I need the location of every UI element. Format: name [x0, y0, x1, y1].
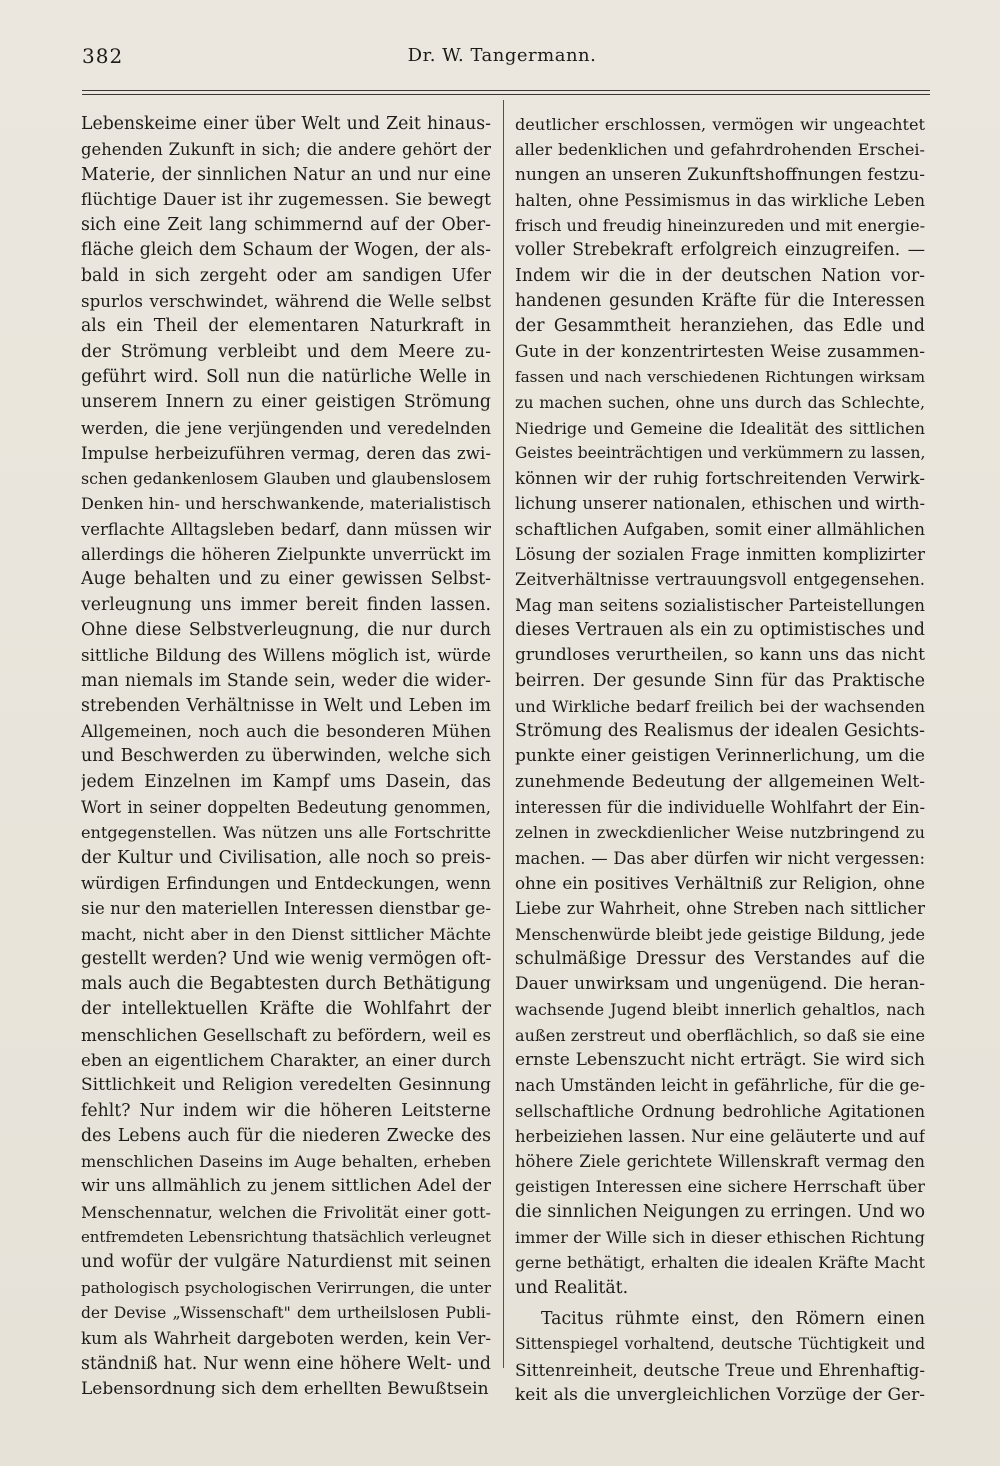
text-line: Sittlichkeit und Religion veredelten Gesinnung — [81, 1075, 491, 1096]
text-line: Mag man seitens sozialistischer Parteistellungen — [515, 595, 925, 615]
text-line: der Strömung verbleibt und dem Meere zu- — [81, 341, 491, 362]
text-line: zunehmende Bedeutung der allgemeinen Welt- — [515, 771, 925, 792]
text-line: gestellt werden? Und wie wenig vermögen oft- — [81, 948, 491, 969]
text-line: zu machen suchen, ohne uns durch das Schlechte, — [515, 393, 925, 413]
text-line: Lösung der sozialen Frage inmitten komplizirter — [515, 545, 925, 565]
text-line: keit als die unvergleichlichen Vorzüge der Ger- — [515, 1384, 925, 1405]
text-line: Denken hin- und herschwankende, materialistisch — [81, 494, 491, 514]
text-line: sich eine Zeit lang schimmernd auf der Ober- — [81, 215, 491, 236]
header-rule-bottom — [82, 94, 930, 95]
text-line: und Wirkliche bedarf freilich bei der wachsenden — [515, 696, 925, 716]
text-line: des Lebens auch für die niederen Zwecke des — [81, 1125, 491, 1146]
text-line: sie nur den materiellen Interessen dienstbar ge- — [81, 898, 491, 919]
text-line: Allgemeinen, noch auch die besonderen Mühen — [81, 721, 491, 742]
text-line: halten, ohne Pessimismus in das wirkliche Leben — [515, 190, 925, 210]
text-line: können wir der ruhig fortschreitenden Verwirk- — [515, 468, 925, 489]
text-line: deutlicher erschlossen, vermögen wir ungeachtet — [515, 115, 925, 134]
text-line: Menschenwürde bleibt jede geistige Bildung, jede — [515, 924, 925, 944]
text-line: zelnen in zweckdienlicher Weise nutzbringend zu — [515, 823, 925, 843]
text-line: gehenden Zukunft in sich; die andere gehört der — [81, 140, 491, 160]
text-line: macht, nicht aber in den Dienst sittlicher Mächte — [81, 924, 491, 944]
text-line: beirren. Der gesunde Sinn für das Praktische — [515, 670, 925, 691]
text-line: geführt wird. Soll nun die natürliche Welle in — [81, 366, 491, 387]
text-line: aller bedenklichen und gefahrdrohenden Erschei- — [515, 140, 925, 160]
text-line: werden, die jene verjüngenden und veredelnden — [81, 418, 491, 438]
text-line: Sittenspiegel vorhaltend, deutsche Tüchtigkeit und — [515, 1335, 925, 1354]
text-line: und Beschwerden zu überwinden, welche sich — [81, 746, 491, 767]
text-line: außen zerstreut und oberflächlich, so daß sie eine — [515, 1025, 925, 1045]
header-rule-top — [82, 90, 930, 91]
text-line: nungen an unseren Zukunftshoffnungen festzu- — [515, 164, 925, 185]
text-line: ohne ein positives Verhältniß zur Religion, ohne — [515, 872, 925, 893]
text-line: Strömung des Realismus der idealen Gesichts- — [515, 721, 925, 742]
text-line: Geistes beeinträchtigen und verkümmern zu lassen, — [515, 443, 925, 462]
left-column — [81, 112, 491, 1402]
text-line: punkte einer geistigen Verinnerlichung, um die — [515, 746, 925, 767]
text-line: ernste Lebenszucht nicht erträgt. Sie wird sich — [515, 1049, 925, 1070]
text-line: Menschennatur, welchen die Frivolität einer gott- — [81, 1202, 491, 1222]
text-line: Indem wir die in der deutschen Nation vor- — [515, 265, 925, 286]
text-line: fläche gleich dem Schaum der Wogen, der als- — [81, 240, 491, 261]
running-title: Dr. W. Tangermann. — [407, 45, 597, 66]
text-line: Auge behalten und zu einer gewissen Selbst- — [81, 569, 491, 590]
text-line: schaftlichen Aufgaben, somit einer allmählichen — [515, 518, 925, 539]
text-line: Impulse herbeizuführen vermag, deren das zwi- — [81, 442, 491, 463]
text-line: immer der Wille sich in dieser ethischen Richtung — [515, 1228, 925, 1248]
text-line: ständniß hat. Nur wenn eine höhere Welt- und — [81, 1353, 491, 1374]
text-line: der Kultur und Civilisation, alle noch so preis- — [81, 847, 491, 868]
text-line: man niemals im Stande sein, weder die wider- — [81, 670, 491, 691]
text-line: gerne bethätigt, erhalten die idealen Kräfte Macht — [515, 1253, 925, 1273]
text-line: strebenden Verhältnisse in Welt und Leben im — [81, 695, 491, 716]
text-line: entfremdeten Lebensrichtung thatsächlich verleugnet — [81, 1228, 491, 1247]
text-line: pathologisch psychologischen Verirrungen, die unter — [81, 1278, 491, 1297]
text-line: würdigen Erfindungen und Entdeckungen, wenn — [81, 873, 491, 893]
text-line: Lebenskeime einer über Welt und Zeit hinaus- — [81, 114, 491, 134]
text-line: frisch und freudig hineinzureden und mit energie- — [515, 216, 925, 236]
text-line: als ein Theil der elementaren Naturkraft in — [81, 316, 491, 337]
text-line: Materie, der sinnlichen Natur an und nur eine — [81, 164, 491, 185]
text-line: grundloses verurtheilen, so kann uns das nicht — [515, 645, 925, 666]
text-line: eben an eigentlichem Charakter, an einer durch — [81, 1049, 491, 1070]
page-header — [82, 44, 922, 80]
text-line: Sittenreinheit, deutsche Treue und Ehrenhaftig- — [515, 1359, 925, 1380]
text-line: Ohne diese Selbstverleugnung, die nur durch — [81, 619, 491, 640]
text-line: höhere Ziele gerichtete Willenskraft vermag den — [515, 1152, 925, 1172]
text-line: geistigen Interessen eine sichere Herrschaft über — [515, 1177, 925, 1197]
column-divider — [503, 100, 504, 1368]
text-line: Dauer unwirksam und ungenügend. Die heran- — [515, 974, 925, 995]
text-line: Gute in der konzentrirtesten Weise zusammen- — [515, 341, 925, 362]
page-number: 382 — [82, 44, 124, 68]
text-line: unserem Innern zu einer geistigen Strömung — [81, 392, 491, 413]
text-line: dieses Vertrauen als ein zu optimistisches und — [515, 619, 925, 640]
text-line: Tacitus rühmte einst, den Römern einen — [541, 1308, 925, 1329]
text-line: Lebensordnung sich dem erhellten Bewußtsein — [81, 1378, 489, 1399]
text-line: wachsende Jugend bleibt innerlich gehaltlos, nach — [515, 1000, 925, 1020]
text-line: und Realität. — [515, 1277, 629, 1298]
text-line: verflachte Alltagsleben bedarf, dann müssen wir — [81, 519, 491, 539]
text-line: mals auch die Begabtesten durch Bethätigung — [81, 974, 491, 995]
text-line: nach Umständen leicht in gefährliche, für die ge- — [515, 1076, 925, 1096]
text-line: fehlt? Nur indem wir die höheren Leitsterne — [81, 1100, 491, 1121]
text-line: entgegenstellen. Was nützen uns alle Fortschritte — [81, 823, 491, 843]
text-line: Liebe zur Wahrheit, ohne Streben nach sittlicher — [515, 899, 925, 919]
text-line: menschlichen Daseins im Auge behalten, erheben — [81, 1152, 491, 1172]
text-line: voller Strebekraft erfolgreich einzugreifen. — — [515, 240, 925, 261]
text-line: lichung unserer nationalen, ethischen und wirth- — [515, 494, 925, 514]
text-line: sellschaftliche Ordnung bedrohliche Agitationen — [515, 1101, 925, 1121]
text-line: und wofür der vulgäre Naturdienst mit seinen — [81, 1252, 491, 1273]
text-line: der Devise „Wissenschaft" dem urtheilslosen Publi- — [81, 1303, 491, 1322]
text-line: der intellektuellen Kräfte die Wohlfahrt der — [81, 999, 491, 1020]
text-line: handenen gesunden Kräfte für die Interessen — [515, 291, 925, 312]
text-line: verleugnung uns immer bereit finden lassen. — [81, 594, 491, 615]
text-line: flüchtige Dauer ist ihr zugemessen. Sie bewegt — [81, 189, 491, 210]
text-line: kum als Wahrheit dargeboten werden, kein Ver- — [81, 1328, 491, 1349]
text-line: herbeiziehen lassen. Nur eine geläuterte und auf — [515, 1126, 925, 1146]
text-line: sittliche Bildung des Willens möglich ist, würde — [81, 645, 491, 666]
text-line: schen gedankenlosem Glauben und glaubenslosem — [81, 469, 491, 489]
text-line: interessen für die individuelle Wohlfahrt der Ein- — [515, 798, 925, 818]
text-line: spurlos verschwindet, während die Welle selbst — [81, 291, 491, 312]
right-column — [515, 112, 925, 1408]
text-line: Wort in seiner doppelten Bedeutung genommen, — [81, 798, 491, 818]
text-line: jedem Einzelnen im Kampf ums Dasein, das — [81, 771, 491, 792]
text-line: Niedrige und Gemeine die Idealität des sittlichen — [515, 418, 925, 438]
text-line: wir uns allmählich zu jenem sittlichen Adel der — [81, 1176, 491, 1197]
text-line: machen. — Das aber dürfen wir nicht vergessen: — [515, 848, 925, 868]
text-line: fassen und nach verschiedenen Richtungen wirksam — [515, 367, 925, 386]
text-line: die sinnlichen Neigungen zu erringen. Und wo — [515, 1201, 925, 1222]
text-line: allerdings die höheren Zielpunkte unverrückt im — [81, 545, 491, 565]
text-line: der Gesammtheit heranziehen, das Edle und — [515, 316, 925, 337]
text-line: Zeitverhältnisse vertrauungsvoll entgegensehen. — [515, 570, 925, 590]
text-line: bald in sich zergeht oder am sandigen Ufer — [81, 265, 491, 286]
text-line: menschlichen Gesellschaft zu befördern, weil es — [81, 1024, 491, 1045]
text-line: schulmäßige Dressur des Verstandes auf die — [515, 948, 925, 969]
